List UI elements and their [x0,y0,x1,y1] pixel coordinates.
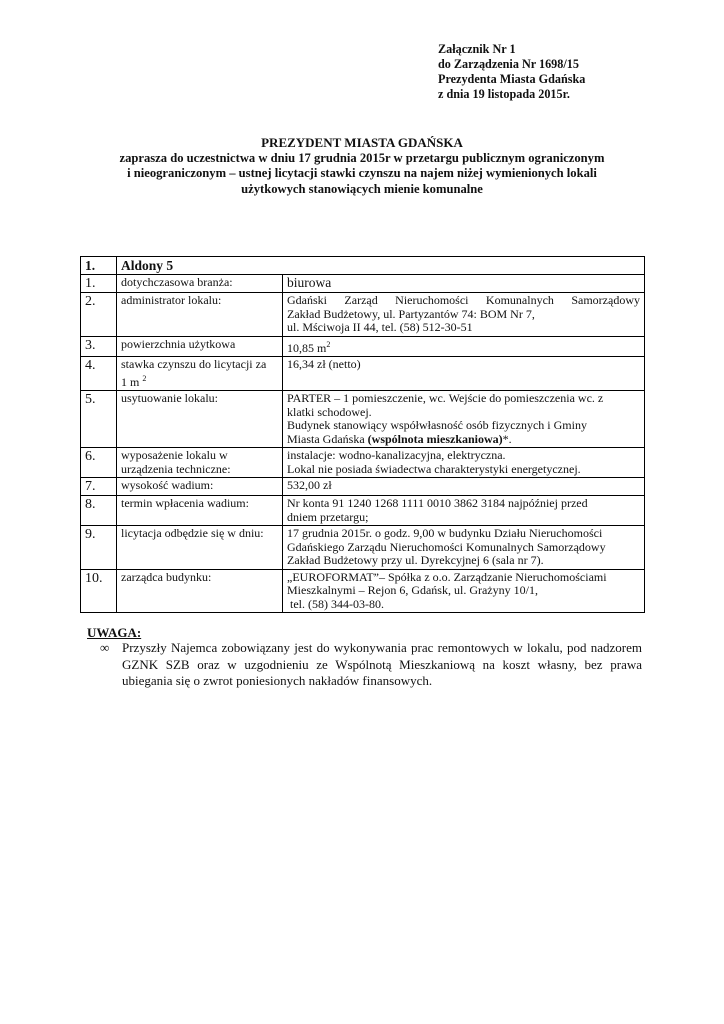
row-value [283,391,645,448]
unit-text: 1 m [121,374,140,389]
lot-number: 1. [81,257,117,275]
area-exponent: 2 [326,339,331,349]
document-title: PREZYDENT MIASTA GDAŃSKA [261,135,463,150]
row-label: dotychczasowa branża: [117,275,283,293]
row-value [283,496,645,526]
row-number: 6. [81,448,117,478]
row-number: 3. [81,336,117,357]
row-label: termin wpłacenia wadium: [117,496,283,526]
premises-table [80,256,645,613]
infinity-bullet-icon: ∞ [100,640,110,655]
label-line: wyposażenie lokalu w [121,448,228,462]
note-paragraph [100,640,642,690]
row-value [283,569,645,613]
table-row [81,526,645,570]
annex-line-2: do Zarządzenia Nr 1698/15 [438,57,579,71]
value-line: Nr konta 91 1240 1268 1111 0010 3862 3184 najpóźniej przed [287,496,588,510]
row-value: 16,34 zł (netto) [283,357,645,391]
value-line: Budynek stanowiący współwłasność osób fizycznych i Gminy [287,418,587,432]
table-row [81,391,645,448]
area-value: 10,85 m [287,340,327,355]
heading-line-1: zaprasza do uczestnictwa w dniu 17 grudnia 2015r w przetargu publicznym ograniczonym [119,150,605,165]
value-line: „EUROFORMAT”– Spółka z o.o. Zarządzanie Nieruchomościami [287,569,607,584]
row-value [283,448,645,478]
row-number: 7. [81,478,117,496]
row-value [283,336,645,357]
table-row [81,496,645,526]
value-line: Mieszkalnymi – Rejon 6, Gdańsk, ul. Grażyny 10/1, [287,583,538,597]
row-label: administrator lokalu: [117,293,283,337]
row-number: 8. [81,496,117,526]
table-header-row [81,257,645,275]
row-number: 9. [81,526,117,570]
row-number: 2. [81,293,117,337]
value-text: *. [502,431,512,446]
value-line: ul. Mściwoja II 44, tel. (58) 512-30-51 [287,320,473,334]
unit-exponent: 2 [142,373,147,383]
annex-reference [438,42,585,102]
heading-line-3: użytkowych stanowiących mienie komunalne [241,181,483,196]
row-label: usytuowanie lokalu: [117,391,283,448]
value-line: Zakład Budżetowy przy ul. Dyrekcyjnej 6 (sala nr 7). [287,553,544,567]
note-heading: UWAGA: [87,625,142,640]
row-label: wysokość wadium: [117,478,283,496]
row-value: biurowa [283,275,645,293]
annex-line-4: z dnia 19 listopada 2015r. [438,87,570,101]
row-label: licytacja odbędzie się w dniu: [117,526,283,570]
value-line: dniem przetargu; [287,509,369,524]
table-row [81,448,645,478]
row-value: 532,00 zł [283,478,645,496]
annex-line-3: Prezydenta Miasta Gdańska [438,72,586,86]
row-label [117,357,283,391]
note-text: Przyszły Najemca zobowiązany jest do wykonywania prac remontowych w lokalu, pod nadzorem GZNK SZB oraz w uzgodnieniu ze Wspólnotą Mieszkaniową na koszt własny, bez prawa ubiegania się o zwrot poniesionych nakładów finansowych. [122,640,642,688]
row-label: powierzchnia użytkowa [117,336,283,357]
row-label [117,448,283,478]
table-row [81,569,645,613]
label-line [121,372,278,390]
lot-address: Aldony 5 [117,257,645,275]
value-line [287,433,640,447]
row-number: 4. [81,357,117,391]
value-line: instalacje: wodno-kanalizacyjna, elektryczna. [287,448,506,462]
value-line: 17 grudnia 2015r. o godz. 9,00 w budynku Działu Nieruchomości [287,526,603,540]
label-line: urządzenia techniczne: [121,461,231,476]
value-text: Miasta Gdańska [287,431,368,446]
table-row [81,293,645,337]
table-row [81,478,645,496]
value-line: Gdańskiego Zarządu Nieruchomości Komunalnych Samorządowy [287,539,606,554]
row-value [283,526,645,570]
row-number: 1. [81,275,117,293]
value-line: PARTER – 1 pomieszczenie, wc. Wejście do pomieszczenia wc. z [287,391,604,405]
label-line: stawka czynszu do licytacji za [121,357,267,371]
table-row [81,275,645,293]
value-line: Lokal nie posiada świadectwa charakterystyki energetycznej. [287,461,581,476]
row-number: 5. [81,391,117,448]
table-row [81,357,645,391]
value-line: klatki schodowej. [287,404,372,419]
row-label: zarządca budynku: [117,569,283,613]
row-number: 10. [81,569,117,613]
value-bold-text: (wspólnota mieszkaniowa) [367,431,503,446]
heading-line-2: i nieograniczonym – ustnej licytacji stawki czynszu na najem niżej wymienionych lokali [127,166,597,180]
row-value [283,293,645,337]
annex-line-1: Załącznik Nr 1 [438,42,516,56]
value-line: tel. (58) 344-03-80. [287,596,384,611]
value-line: Gdański Zarząd Nieruchomości Komunalnych Samorządowy [287,293,640,307]
document-heading [60,135,664,197]
table-row [81,336,645,357]
value-line: Zakład Budżetowy, ul. Partyzantów 74: BOM Nr 7, [287,306,535,321]
